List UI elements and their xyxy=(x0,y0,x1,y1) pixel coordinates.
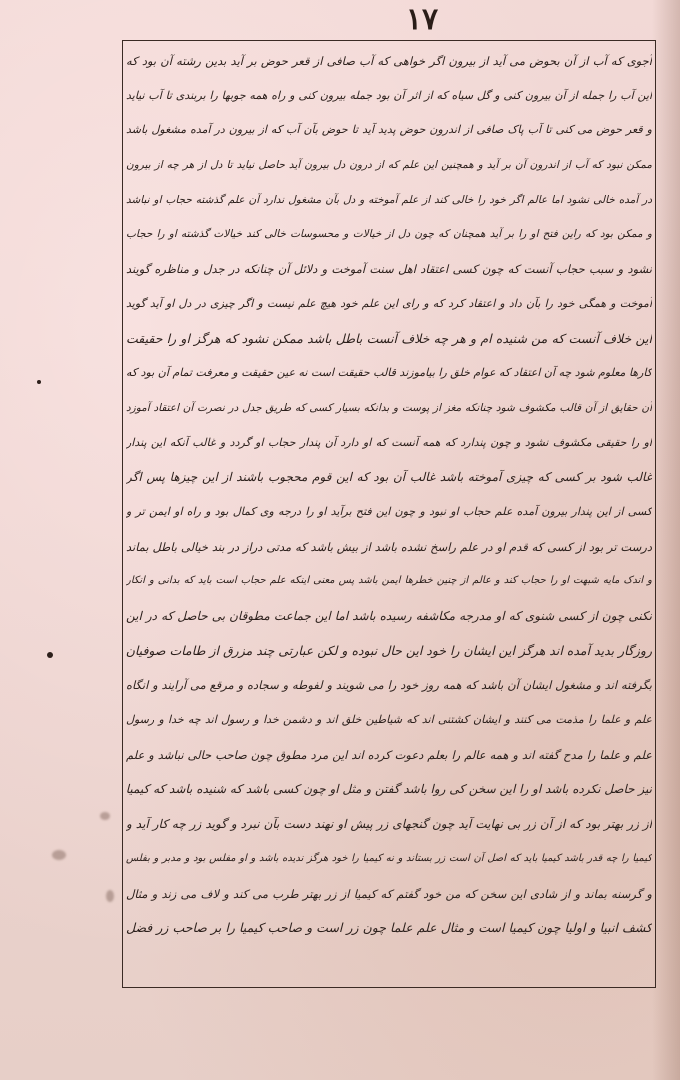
ink-stain xyxy=(52,850,66,860)
text-line: نکنی چون از کسی شنوی که او مدرجه مکاشفه رسیده باشد اما این جماعت مطوقان بی حاصل که در این xyxy=(126,609,652,623)
text-line: بگرفته اند و مشغول ایشان آن باشد که همه روز خود را می شویند و لفوطه و سجاده و مرقع می آرایند و انگاه xyxy=(126,678,652,693)
text-line: علم و علما را مذمت می کنند و ایشان کشتنی اند که شیاطین خلق اند و دشمن خدا و رسول اند چه خدا و رسول xyxy=(126,713,652,727)
text-line: ممکن نبود که آب از اندرون آن بر آید و همچنین این علم که از درون دل بیرون آید حاصل نیاید تا دل از هر چه از بیرون xyxy=(126,159,652,172)
text-line: و اندک مایه شبهت او را حجاب کند و عالم از چنین خطرها ایمن باشد پس معنی اینکه علم حجاب است باید که بدانی و انکار xyxy=(126,575,652,587)
margin-ink-dot xyxy=(37,380,41,384)
text-line: کیمیا را چه قدر باشد کیمیا باید که اصل آن است زر بستاند و نه کیمیا را خود هرگز ندیده باشد و او مفلس بود و مدبر و بفلس xyxy=(126,852,652,864)
text-line: و ممکن بود که راین فتح او را بر آید همچنان که چون دل از خیالات و محسوسات خالی کند خیالات گذشته او را حجاب xyxy=(126,228,652,241)
text-line: این آب را جمله از آن بیرون کنی و گل سیاه که از اثر آن بود جمله بیرون کنی و راه همه جوبها را بربندی تا آب نیاید xyxy=(126,88,652,102)
manuscript-text-block xyxy=(126,44,652,984)
text-line: نیز حاصل نکرده باشد او را این سخن کی روا باشد گفتن و مثل او چون کسی باشد که شنیده باشد که کیمیا xyxy=(126,782,652,797)
text-line: آن حقایق از آن قالب مکشوف شود چنانکه مغز از پوست و بدانکه بسیار کسی که طریق جدل در نصرت آن اعتقاد آموزد xyxy=(126,401,652,414)
ink-stain xyxy=(100,812,110,820)
text-line: در آمده خالی نشود اما عالم اگر خود را خالی کند از علم آموخته و دل بآن مشغول ندارد آن علم گذشته حجاب او نباشد xyxy=(126,193,652,206)
text-line: کشف انبیا و اولیا چون کیمیا است و مثال علم علما چون زر است و صاحب کیمیا را بر صاحب زر فضل xyxy=(126,920,652,936)
text-line: آموخت و همگی خود را بآن داد و اعتقاد کرد که و رای این علم خود هیچ علم نیست و اگر چیزی در دل او آید گوید xyxy=(126,296,652,310)
text-line: علم و علما را مدح گفته اند و همه عالم را بعلم دعوت کرده اند این مرد مطوق چون صاحب حالی نباشد و علم xyxy=(126,747,652,762)
text-line: او را حقیقی مکشوف نشود و چون پندارد که همه آنست که او دارد آن پندار حجاب او گردد و غالب آنکه این پندار xyxy=(126,435,652,449)
text-line: روزگار بدید آمده اند هرگز این ایشان را خود این حال نبوده و لکن عبارتی چند مزرق از طامات صوفیان xyxy=(126,642,652,658)
text-line: درست تر بود از کسی که قدم او در علم راسخ نشده باشد از بیش باشد که مدتی دراز در بند خیالی باطل بماند xyxy=(126,539,652,554)
text-line: آجوی که آب از آن بحوض می آید از بیرون اگر خواهی که آب صافی از قعر حوض بر آید بدین رشته آن بود که xyxy=(126,54,652,68)
text-line: غالب شود بر کسی که چیزی آموخته باشد غالب آن بود که این قوم محجوب باشند از این چیزها پس اگر xyxy=(126,470,652,485)
margin-ink-dot xyxy=(47,652,53,658)
text-line: این خلاف آنست که من شنیده ام و هر چه خلاف آنست باطل باشد ممکن نشود که هرگز او را حقیقت xyxy=(126,330,652,346)
text-line: از زر بهتر بود که از آن زر بی نهایت آید چون گنجهای زر پیش او نهند دست بآن نبرد و گوید زر چه کار آید و xyxy=(126,817,652,832)
folio-number: ۱۷ xyxy=(405,2,439,37)
ink-stain xyxy=(106,890,114,902)
spine-shadow xyxy=(652,0,680,1080)
text-line: کارها معلوم شود چه آن اعتقاد که عوام خلق را بیاموزند قالب حقیقت است نه عین حقیقت و معرفت تمام آن بود که xyxy=(126,366,652,380)
text-line: و گرسنه بماند و از شادی این سخن که من خود گفتم که کیمیا از زر بهتر طرب می کند و لاف می زند و مثال xyxy=(126,886,652,901)
text-line: و قعر حوض می کنی تا آب پاک صافی از اندرون حوض پدید آید تا حوض بآن آب که از بیرون در آمده مشغول باشد xyxy=(126,123,652,137)
text-line: کسی از این پندار بیرون آمده علم حجاب او نبود و چون این فتح برآید او را درجه وی کمال بود و راه او ایمن تر و xyxy=(126,504,652,518)
text-line: نشود و سبب حجاب آنست که چون کسی اعتقاد اهل سنت آموخت و دلائل آن چنانکه در جدل و مناظره گویند xyxy=(126,262,652,277)
